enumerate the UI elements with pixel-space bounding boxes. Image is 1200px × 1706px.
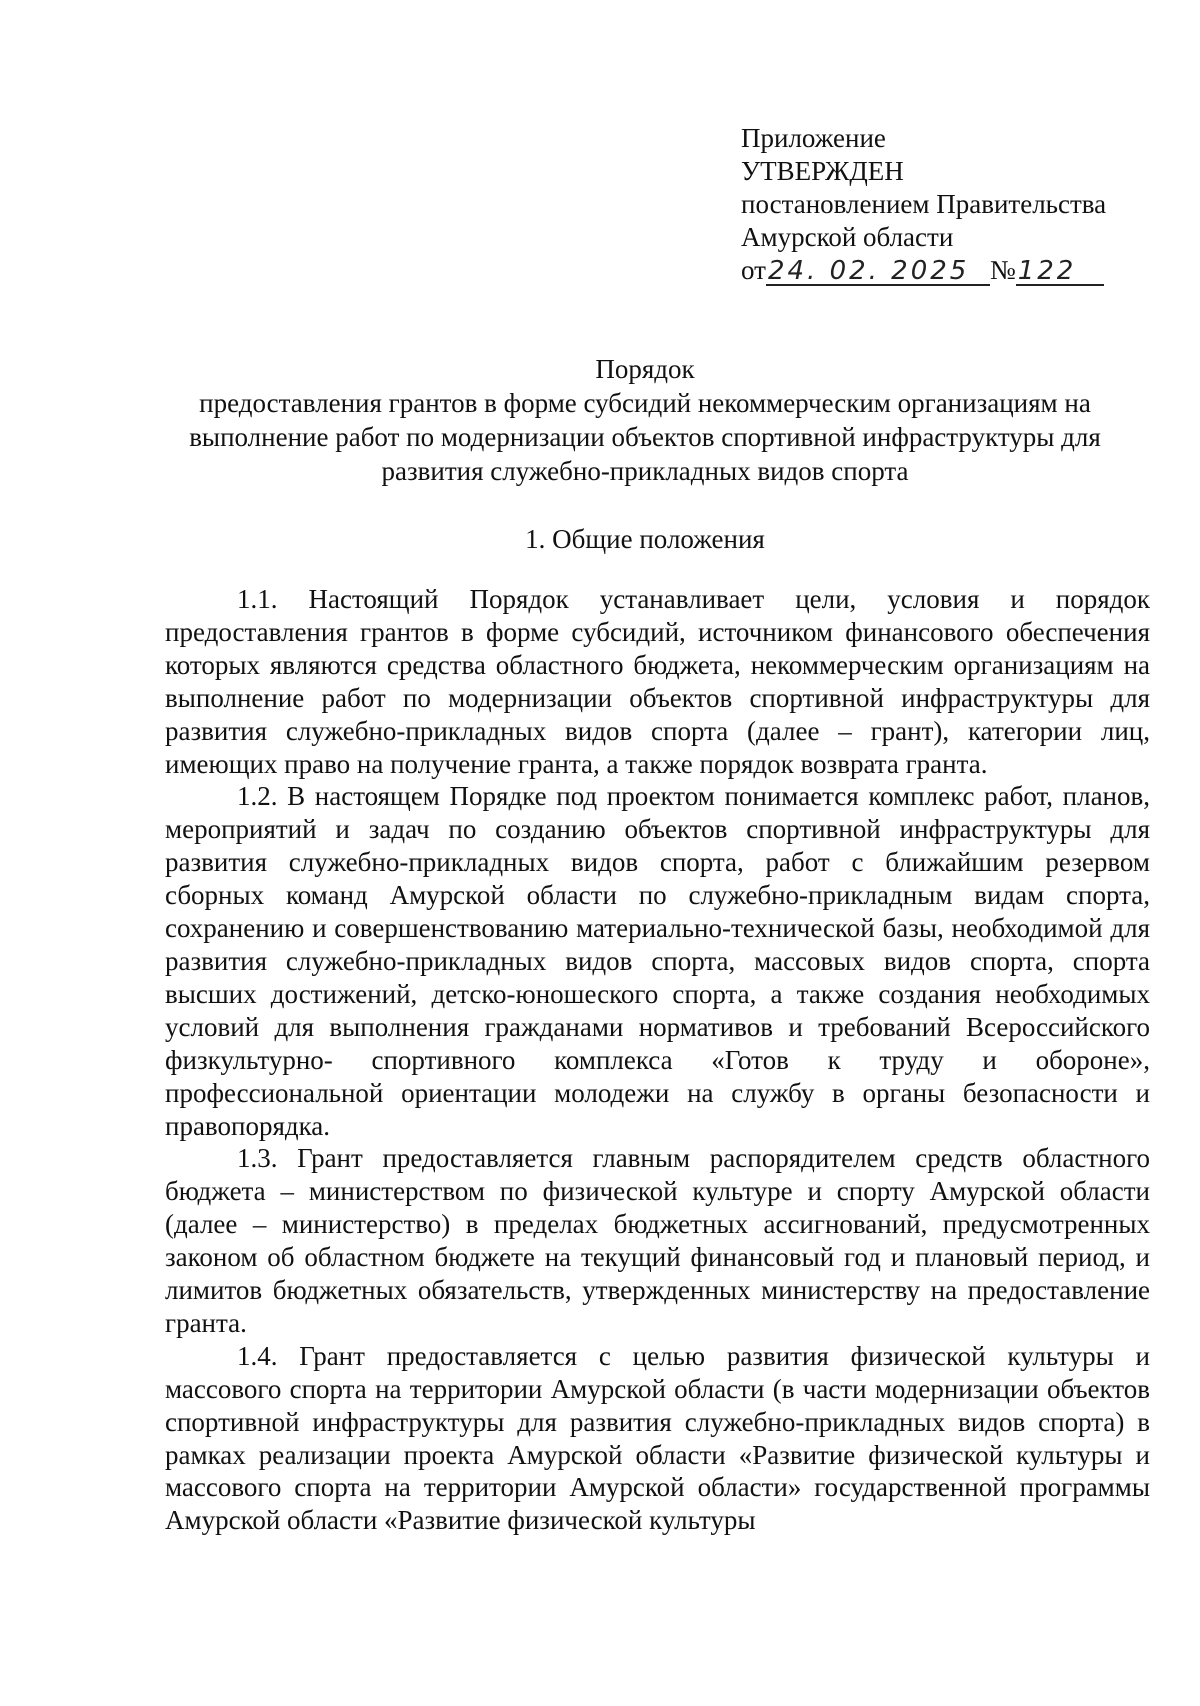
paragraph-1-4: 1.4. Грант предоставляется с целью развития физической культуры и массового спорта на территории Амурской области (в части модернизации объектов спортивной инфраструктуры для развития служебно-прикладных видов спорта) в рамках реализации проекта Амурской области «Развитие физической культуры и массового спорта на территории Амурской области» государственной программы Амурской области «Развитие физической культуры — [165, 1340, 1150, 1536]
from-label: от — [741, 255, 766, 285]
title-line-3: выполнение работ по модернизации объектов спортивной инфраструктуры для — [189, 422, 1101, 452]
approved-label: УТВЕРЖДЕН — [741, 156, 904, 186]
appendix-label: Приложение — [741, 123, 886, 153]
handwritten-date: 24. 02. 2025 — [766, 258, 990, 286]
approval-block — [741, 122, 1106, 287]
document-body — [165, 583, 1150, 1537]
section-heading: 1. Общие положения — [525, 524, 765, 554]
paragraph-1-1: 1.1. Настоящий Порядок устанавливает цели, условия и порядок предоставления грантов в форме субсидий, источником финансового обеспечения которых являются средства областного бюджета, некоммерческим организациям на выполнение работ по модернизации объектов спортивной инфраструктуры для развития служебно-прикладных видов спорта (далее – грант), категории лиц, имеющих право на получение гранта, а также порядок возврата гранта. — [165, 584, 1150, 779]
decree-reference — [741, 254, 1106, 287]
title-line-4: развития служебно-прикладных видов спорта — [381, 456, 909, 486]
title-line-2: предоставления грантов в форме субсидий некоммерческим организациям на — [199, 388, 1091, 418]
document-title — [150, 352, 1140, 488]
paragraph-1-3: 1.3. Грант предоставляется главным распорядителем средств областного бюджета – министерством по физической культуре и спорту Амурской области (далее – министерство) в пределах бюджетных ассигнований, предусмотренных законом об областном бюджете на текущий финансовый год и плановый период, и лимитов бюджетных обязательств, утвержденных министерству на предоставление гранта. — [165, 1143, 1150, 1338]
paragraph-1-2: 1.2. В настоящем Порядке под проектом понимается комплекс работ, планов, мероприятий и задач по созданию объектов спортивной инфраструктуры для развития служебно-прикладных видов спорта, работ с ближайшим резервом сборных команд Амурской области по служебно-прикладным видам спорта, сохранению и совершенствованию материально-технической базы, необходимой для развития служебно-прикладных видов спорта, массовых видов спорта, спорта высших достижений, детско-юношеского спорта, а также создания необходимых условий для выполнения гражданами нормативов и требований Всероссийского физкультурно- спортивного комплекса «Готов к труду и обороне», профессиональной ориентации молодежи на службу в органы безопасности и правопорядка. — [165, 781, 1150, 1141]
title-line-1: Порядок — [595, 354, 695, 384]
number-label: № — [989, 255, 1016, 285]
region-text: Амурской области — [741, 222, 954, 252]
handwritten-number: 122 — [1016, 258, 1104, 286]
approved-by-text: постановлением Правительства — [741, 189, 1107, 219]
